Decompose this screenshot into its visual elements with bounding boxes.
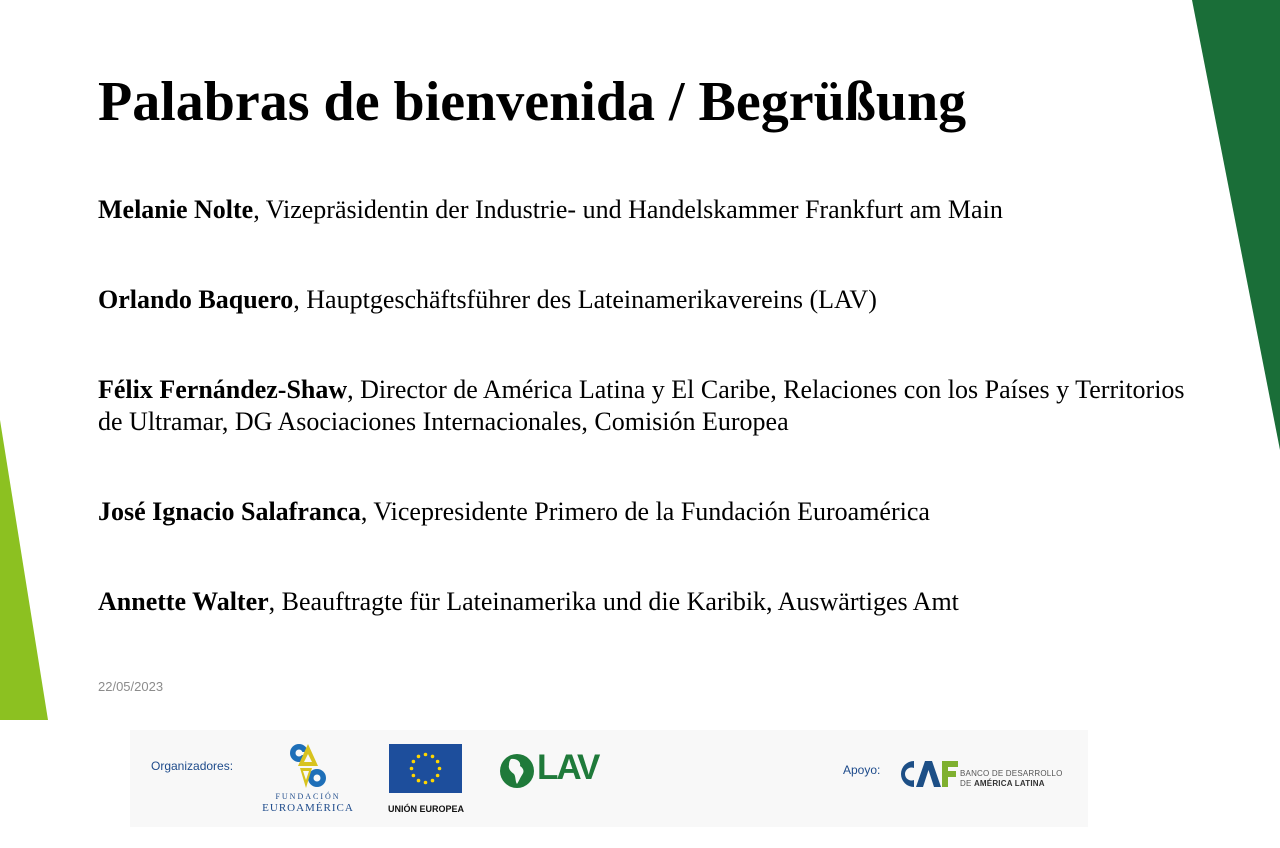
speaker-name: Annette Walter xyxy=(98,587,269,616)
speaker-item xyxy=(98,284,877,316)
lav-wordmark: LAV xyxy=(537,748,599,787)
organizers-label: Organizadores: xyxy=(151,759,234,773)
speaker-name: Félix Fernández-Shaw xyxy=(98,375,348,404)
speaker-name: José Ignacio Salafranca xyxy=(98,497,361,526)
speaker-role: , Director de América Latina y El Caribe, Relaciones con los Países y Territorios de Ultramar, DG Asociaciones Internacionales, Comisión Europea xyxy=(98,375,1185,436)
speaker-item xyxy=(98,586,959,618)
speaker-role: , Beauftragte für Lateinamerika und die Karibik, Auswärtiges Amt xyxy=(268,587,959,616)
sponsor-footer xyxy=(130,730,1088,827)
euroamerica-label: EUROAMÉRICA xyxy=(262,802,354,814)
fundacion-label: FUNDACIÓN xyxy=(275,792,341,801)
speaker-item xyxy=(98,194,1003,226)
lav-logo xyxy=(499,748,603,790)
eu-label: UNIÓN EUROPEA xyxy=(388,804,465,814)
caf-line-1: BANCO DE DESARROLLO xyxy=(960,769,1063,778)
eu-logo xyxy=(388,744,464,816)
lime-corner-shape-left xyxy=(0,420,50,720)
caf-logo xyxy=(898,758,1063,792)
caf-line-2-prefix: DE xyxy=(960,779,974,788)
speaker-role: , Hauptgeschäftsführer des Lateinamerikavereins (LAV) xyxy=(293,285,877,314)
caf-line-2 xyxy=(960,779,1045,788)
caf-line-2-bold: AMÉRICA LATINA xyxy=(973,779,1045,788)
slide-date: 22/05/2023 xyxy=(98,679,164,694)
slide-title: Palabras de bienvenida / Begrüßung xyxy=(98,71,967,133)
support-label: Apoyo: xyxy=(843,763,881,777)
fundacion-euroamerica-logo xyxy=(260,742,356,816)
fundacion-euroamerica-icon xyxy=(288,742,328,790)
speaker-name: Melanie Nolte xyxy=(98,195,254,224)
green-corner-shape-right xyxy=(1190,0,1280,450)
speaker-name: Orlando Baquero xyxy=(98,285,294,314)
speaker-item xyxy=(98,496,930,528)
speaker-role: , Vicepresidente Primero de la Fundación Euroamérica xyxy=(360,497,930,526)
eu-flag-icon xyxy=(389,744,462,793)
lav-globe-icon xyxy=(499,753,535,789)
caf-icon xyxy=(898,758,960,790)
speaker-item xyxy=(98,374,1188,438)
speaker-role: , Vizepräsidentin der Industrie- und Handelskammer Frankfurt am Main xyxy=(253,195,1003,224)
